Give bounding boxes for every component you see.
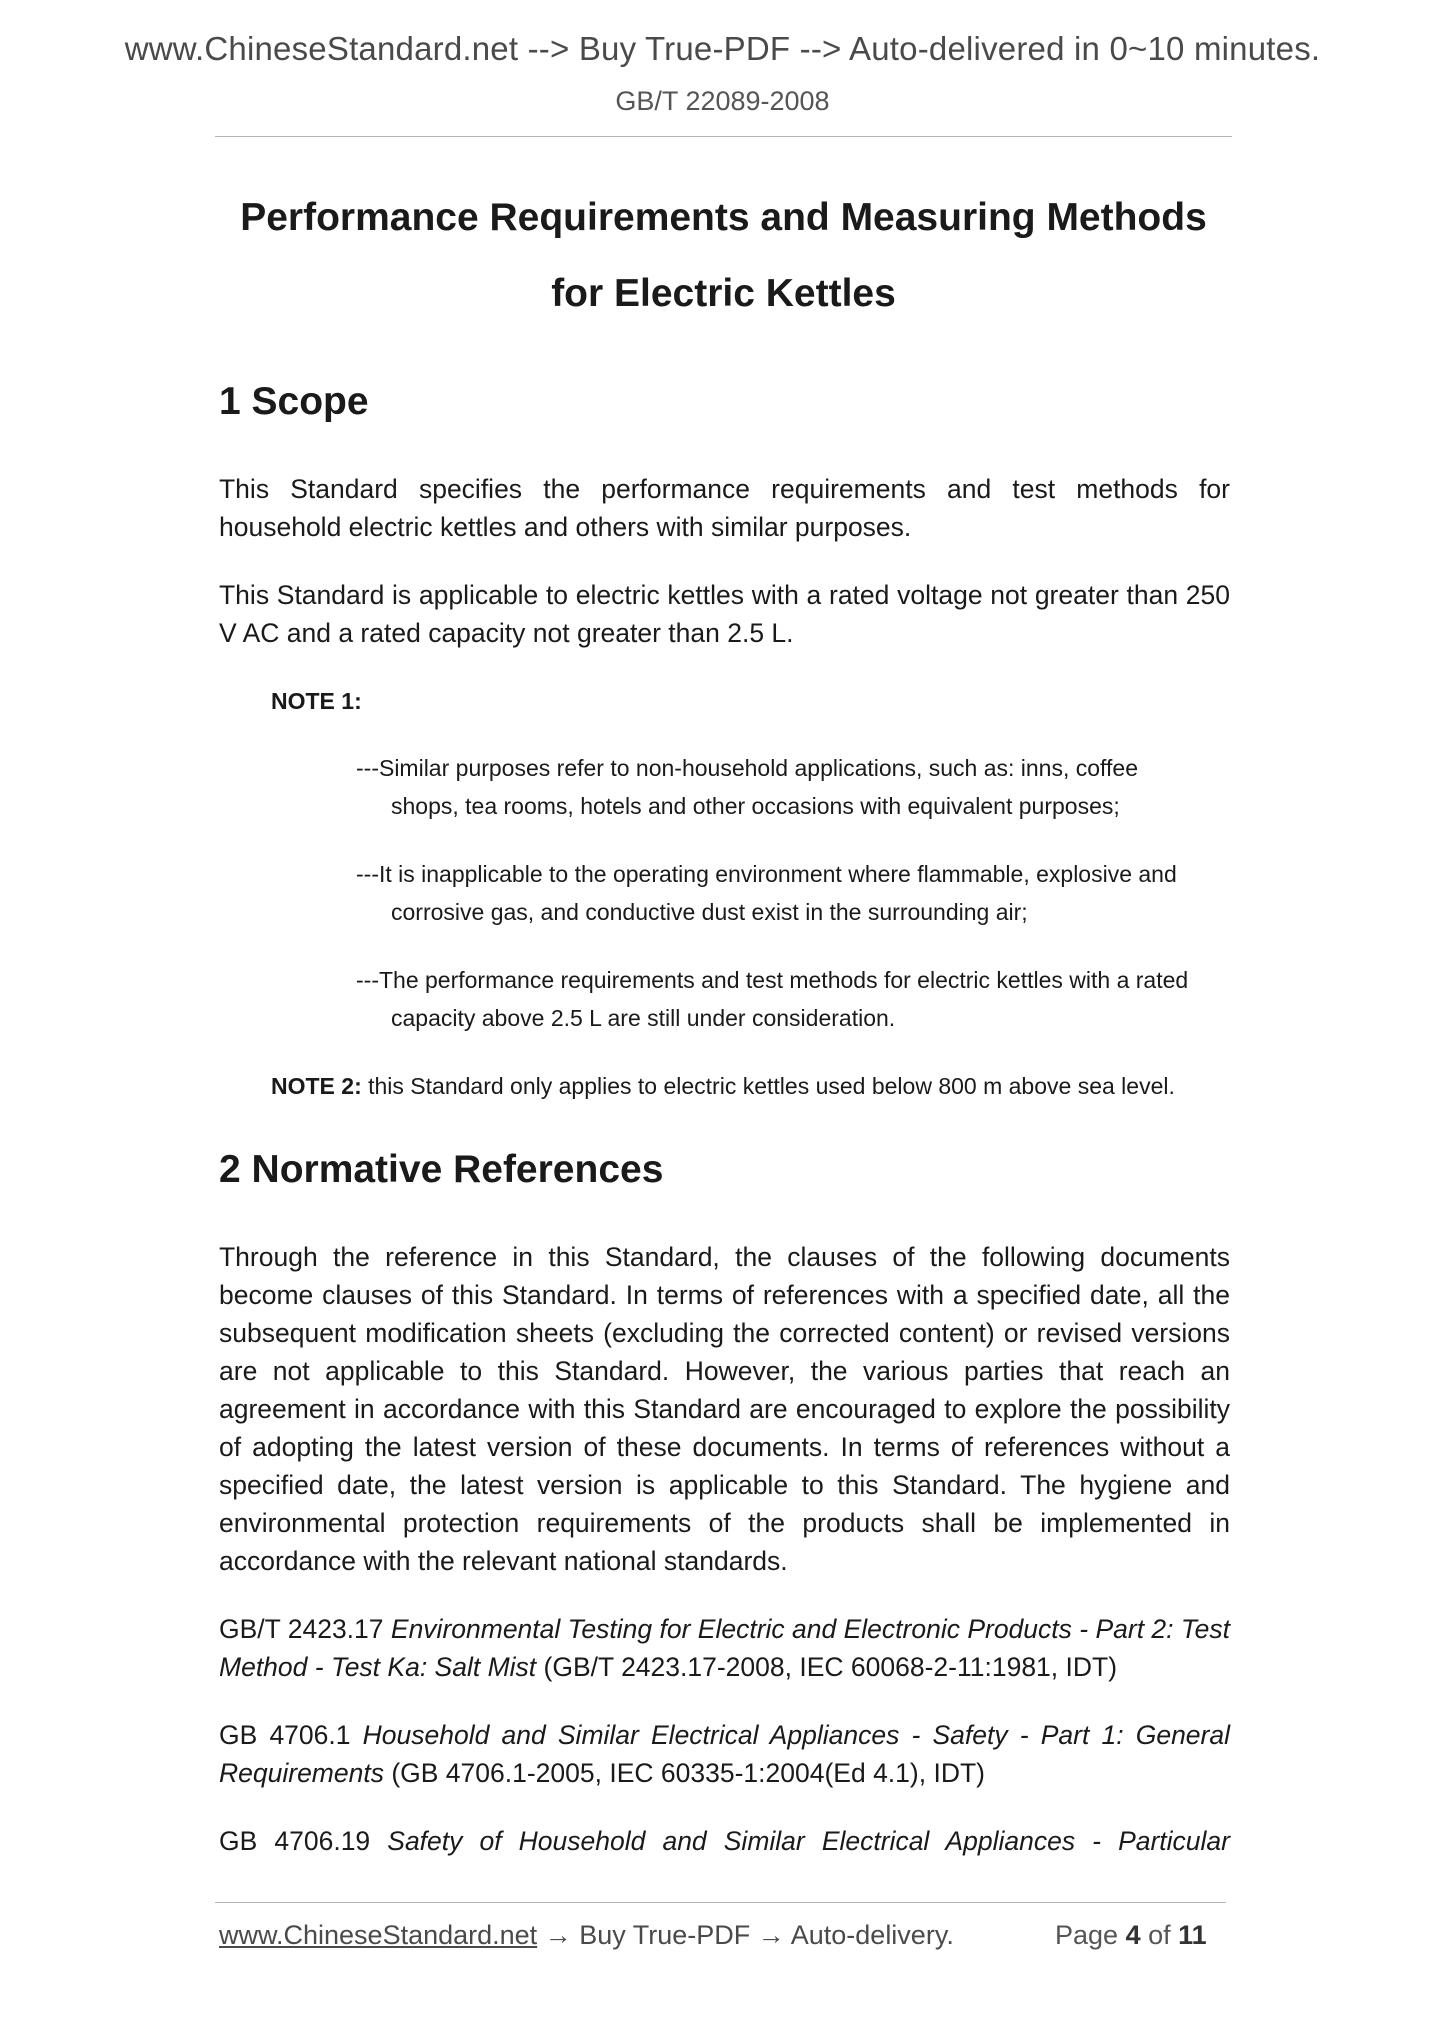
note1-item-continuation: capacity above 2.5 L are still under consideration.	[391, 1005, 896, 1031]
note1-item-continuation: shops, tea rooms, hotels and other occasions with equivalent purposes;	[391, 793, 1120, 819]
page-of: of	[1140, 1920, 1179, 1950]
page-label: Page	[1055, 1920, 1126, 1950]
page-total: 11	[1178, 1920, 1207, 1950]
reference-entry	[219, 1716, 1230, 1792]
reference-code: GB/T 2423.17	[219, 1614, 391, 1644]
page-indicator	[1055, 1920, 1207, 1951]
reference-title: Household and Similar Electrical Appliances - Safety - Part 1: General Requirements	[219, 1720, 1230, 1788]
reference-title: Safety of Household and Similar Electrical Appliances - Particular	[387, 1826, 1230, 1856]
note2	[271, 1067, 1231, 1105]
note2-text: this Standard only applies to electric kettles used below 800 m above sea level.	[361, 1073, 1175, 1099]
note1-item-continuation: corrosive gas, and conductive dust exist in the surrounding air;	[391, 899, 1028, 925]
document-title-line1: Performance Requirements and Measuring Methods	[240, 196, 1207, 239]
note1-item	[356, 855, 1230, 931]
reference-code: GB 4706.19	[219, 1826, 388, 1856]
reference-entry	[219, 1822, 1230, 1860]
standard-code: GB/T 22089-2008	[615, 86, 830, 116]
reference-code: GB 4706.1	[219, 1720, 363, 1750]
footer-left	[219, 1920, 954, 1951]
reference-tail: (GB 4706.1-2005, IEC 60335-1:2004(Ed 4.1), IDT)	[383, 1758, 985, 1788]
note2-label: NOTE 2:	[271, 1073, 362, 1099]
footer-divider	[215, 1902, 1226, 1903]
scope-paragraph-1: This Standard specifies the performance requirements and test methods for household electric kettles and others with similar purposes.	[219, 474, 1230, 542]
reference-title: Environmental Testing for Electric and Electronic Products - Part 2: Test Method - Test Ka: Salt Mist	[219, 1614, 1231, 1682]
scope-paragraph-2: This Standard is applicable to electric kettles with a rated voltage not greater than 250 V AC and a rated capacity not greater than 2.5 L.	[219, 580, 1230, 648]
footer-site-link[interactable]: www.ChineseStandard.net	[219, 1920, 538, 1950]
page-current: 4	[1125, 1920, 1141, 1950]
header-banner: www.ChineseStandard.net --> Buy True-PDF --> Auto-delivered in 0~10 minutes.	[124, 30, 1321, 67]
note1-item-line: ---Similar purposes refer to non-household applications, such as: inns, coffee	[356, 755, 1138, 781]
note1-item	[356, 749, 1230, 825]
header-divider	[215, 136, 1232, 137]
footer-tagline: → Buy True-PDF → Auto-delivery.	[537, 1920, 954, 1950]
reference-tail: (GB/T 2423.17-2008, IEC 60068-2-11:1981, IDT)	[536, 1652, 1118, 1682]
document-title-line2: for Electric Kettles	[551, 272, 896, 315]
references-intro-paragraph: Through the reference in this Standard, the clauses of the following documents become clauses of this Standard. In terms of references with a specified date, all the subsequent modification sheets (excluding the corrected content) or revised versions are not applicable to this Standard. However, the various parties that reach an agreement in accordance with this Standard are encouraged to explore the possibility of adopting the latest version of these documents. In terms of references without a specified date, the latest version is applicable to this Standard. The hygiene and environmental protection requirements of the products shall be implemented in accordance with the relevant national standards.	[219, 1242, 1230, 1576]
note1-item-line: ---The performance requirements and test methods for electric kettles with a rated	[356, 967, 1189, 993]
section-heading-normative-references: 2 Normative References	[219, 1148, 664, 1191]
note1-item-line: ---It is inapplicable to the operating environment where flammable, explosive and	[356, 861, 1177, 887]
section-heading-scope: 1 Scope	[219, 380, 369, 423]
note1-label: NOTE 1:	[271, 688, 362, 714]
note1-item	[356, 961, 1230, 1037]
reference-entry	[219, 1610, 1230, 1686]
